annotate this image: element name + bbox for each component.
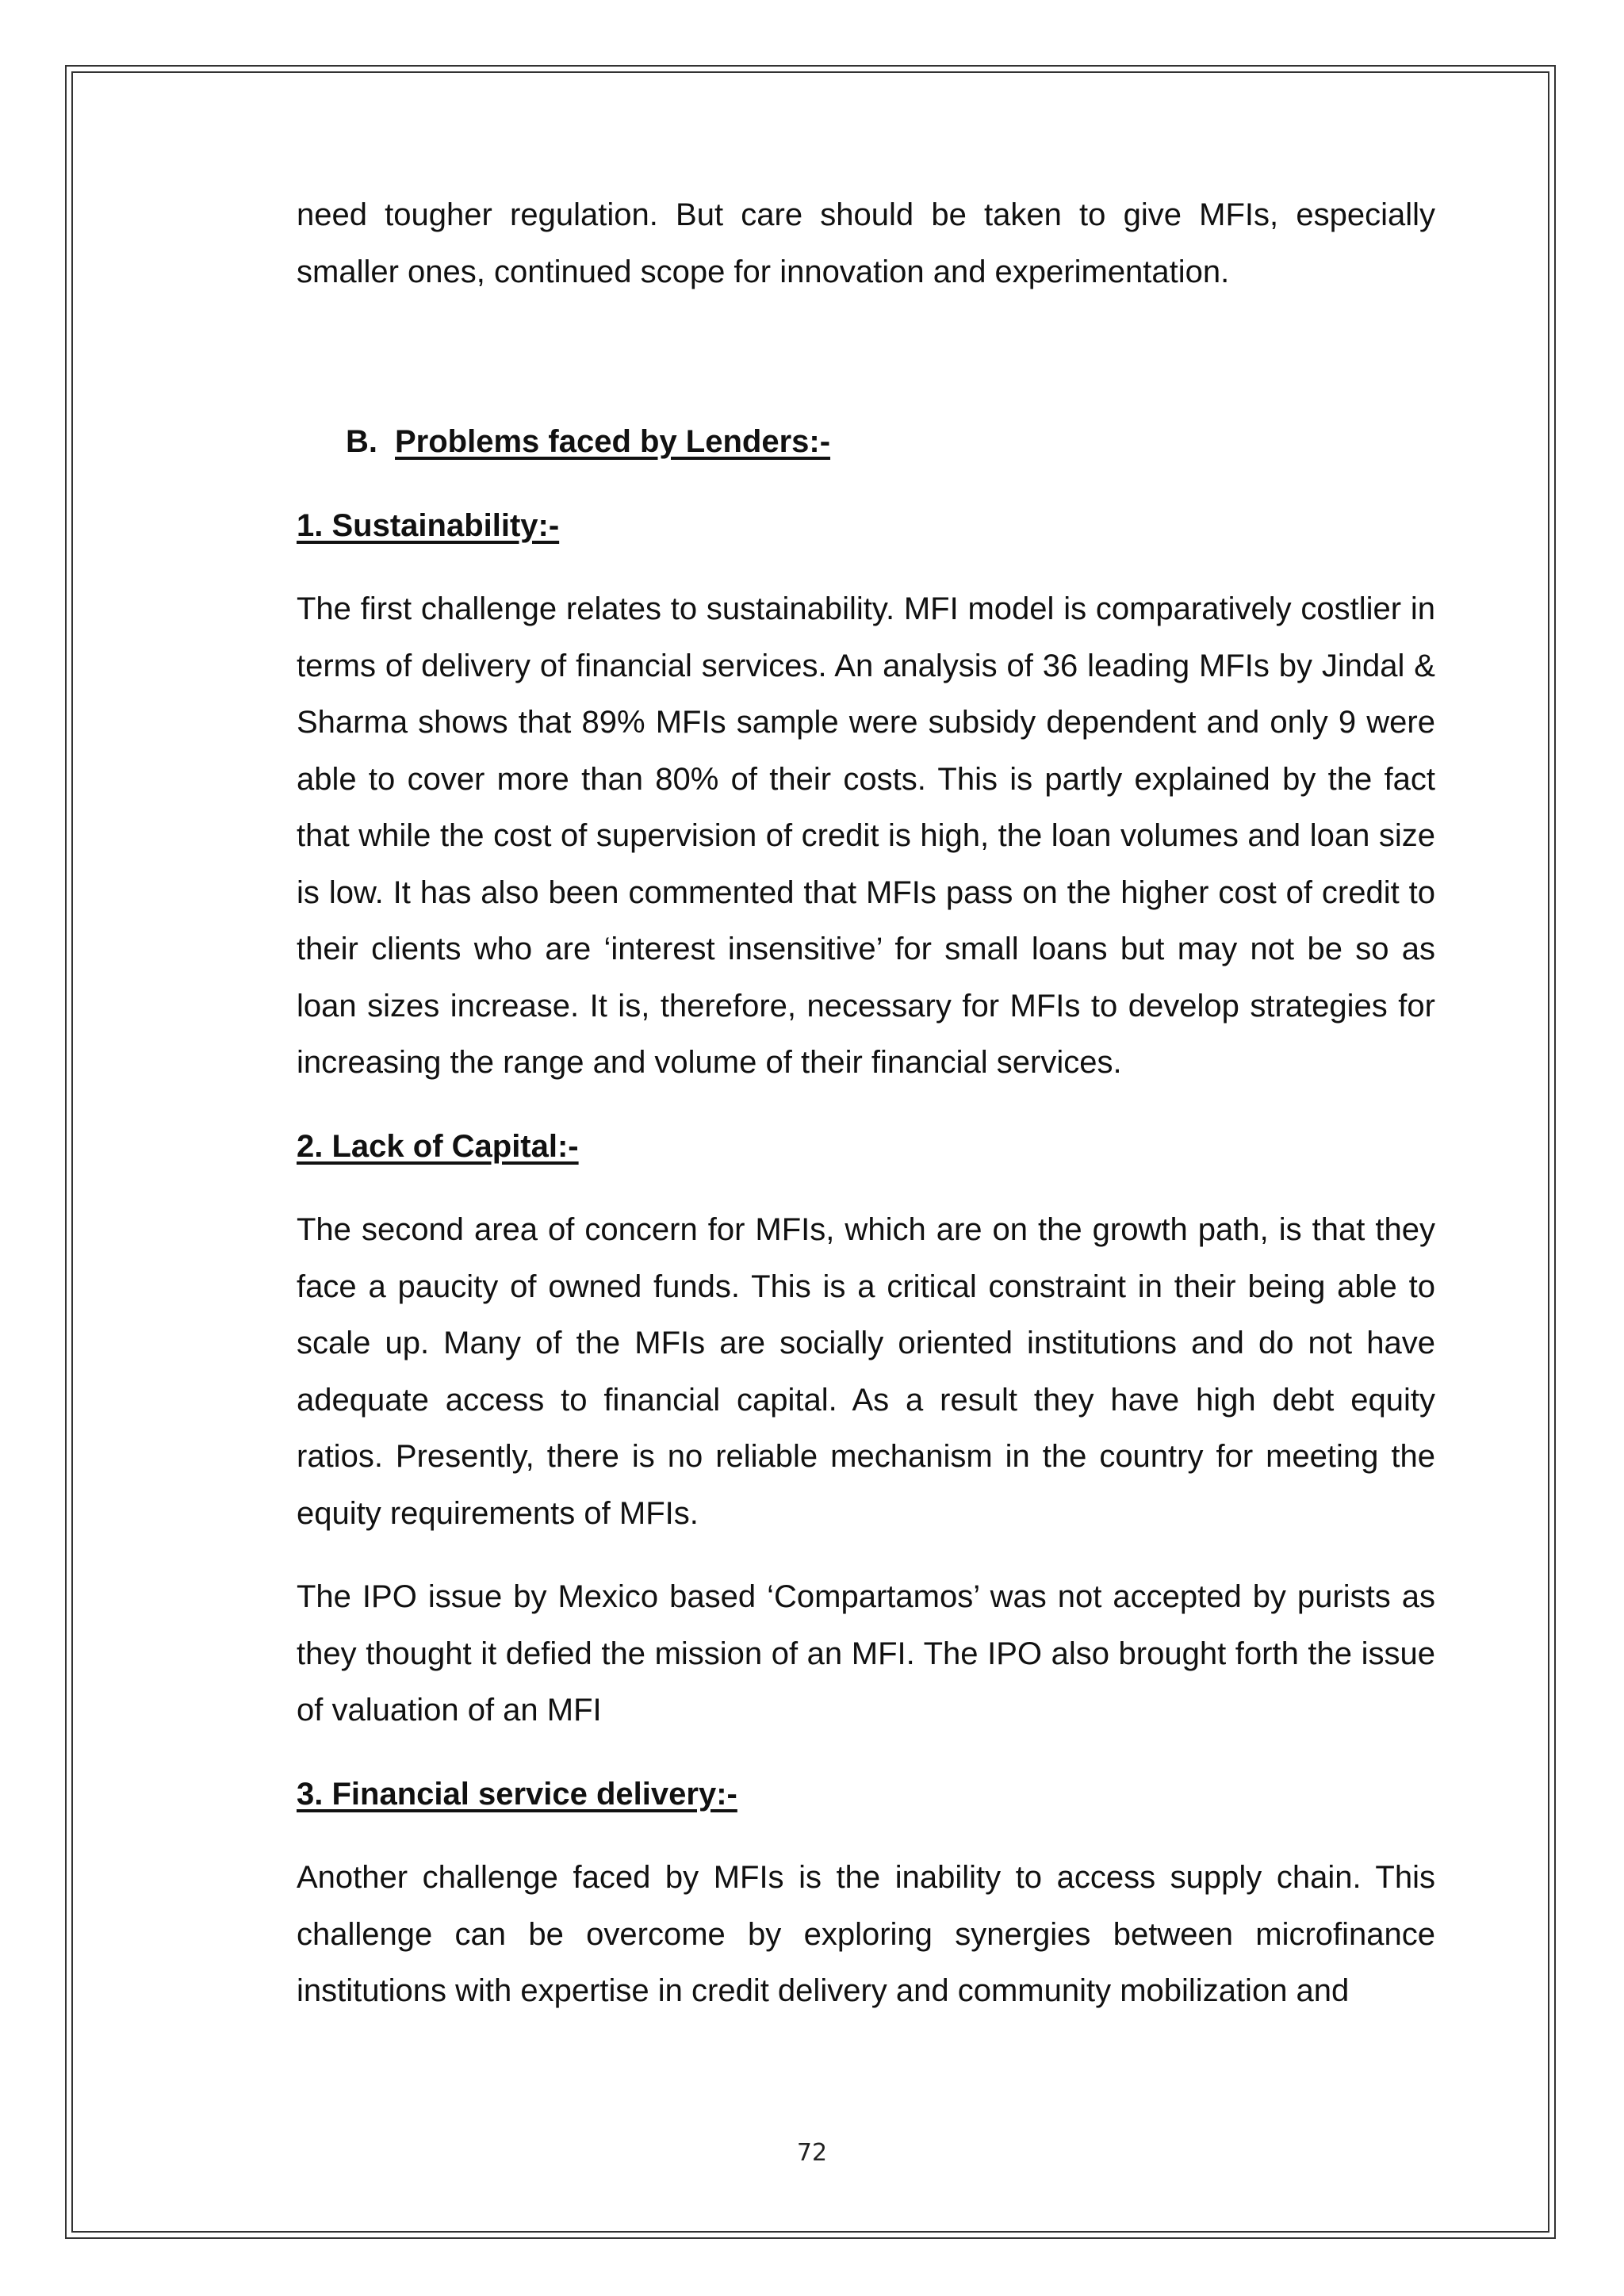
paragraph-financial-service-delivery: Another challenge faced by MFIs is the inability to access supply chain. This challenge can be overcome by exploring synergies between microfinance institutions with expertise in credit delivery and community mobilization and xyxy=(297,1860,1435,2008)
subsection-heading-financial-service-delivery: 3. Financial service delivery:- xyxy=(297,1776,737,1812)
spacer xyxy=(297,300,1435,414)
section-letter: B. xyxy=(346,424,377,459)
page-content xyxy=(297,187,1435,2020)
section-heading xyxy=(297,414,1435,471)
spacer xyxy=(297,1739,1435,1766)
paragraph-lack-of-capital-1: The second area of concern for MFIs, which are on the growth path, is that they face a paucity of owned funds. This is a critical constraint in their being able to scale up. Many of the MFIs are socially oriented institutions and do not have adequate access to financial capital. As a result they have high debt equity ratios. Presently, there is no reliable mechanism in the country for meeting the equity requirements of MFIs. xyxy=(297,1212,1435,1531)
spacer xyxy=(297,554,1435,581)
spacer xyxy=(297,1542,1435,1569)
spacer xyxy=(297,1175,1435,1202)
intro-paragraph: need tougher regulation. But care should be taken to give MFIs, especially smaller ones, continued scope for innovation and experimentation. xyxy=(297,197,1435,289)
paragraph-lack-of-capital-2: The IPO issue by Mexico based ‘Compartamos’ was not accepted by purists as they thought it defied the mission of an MFI. The IPO also brought forth the issue of valuation of an MFI xyxy=(297,1579,1435,1728)
section-title: Problems faced by Lenders:- xyxy=(395,424,831,459)
spacer xyxy=(297,471,1435,498)
subsection-heading-lack-of-capital: 2. Lack of Capital:- xyxy=(297,1128,579,1164)
spacer xyxy=(297,1092,1435,1119)
page-number: 72 xyxy=(796,2139,828,2167)
spacer xyxy=(297,1823,1435,1850)
paragraph-sustainability: The first challenge relates to sustainability. MFI model is comparatively costlier in terms of delivery of financial services. An analysis of 36 leading MFIs by Jindal & Sharma shows that 89% MFIs sample were subsidy dependent and only 9 were able to cover more than 80% of their costs. This is partly explained by the fact that while the cost of supervision of credit is high, the loan volumes and loan size is low. It has also been commented that MFIs pass on the higher cost of credit to their clients who are ‘interest insensitive’ for small loans but may not be so as loan sizes increase. It is, therefore, necessary for MFIs to develop strategies for increasing the range and volume of their financial services. xyxy=(297,591,1435,1080)
subsection-heading-sustainability: 1. Sustainability:- xyxy=(297,507,560,543)
